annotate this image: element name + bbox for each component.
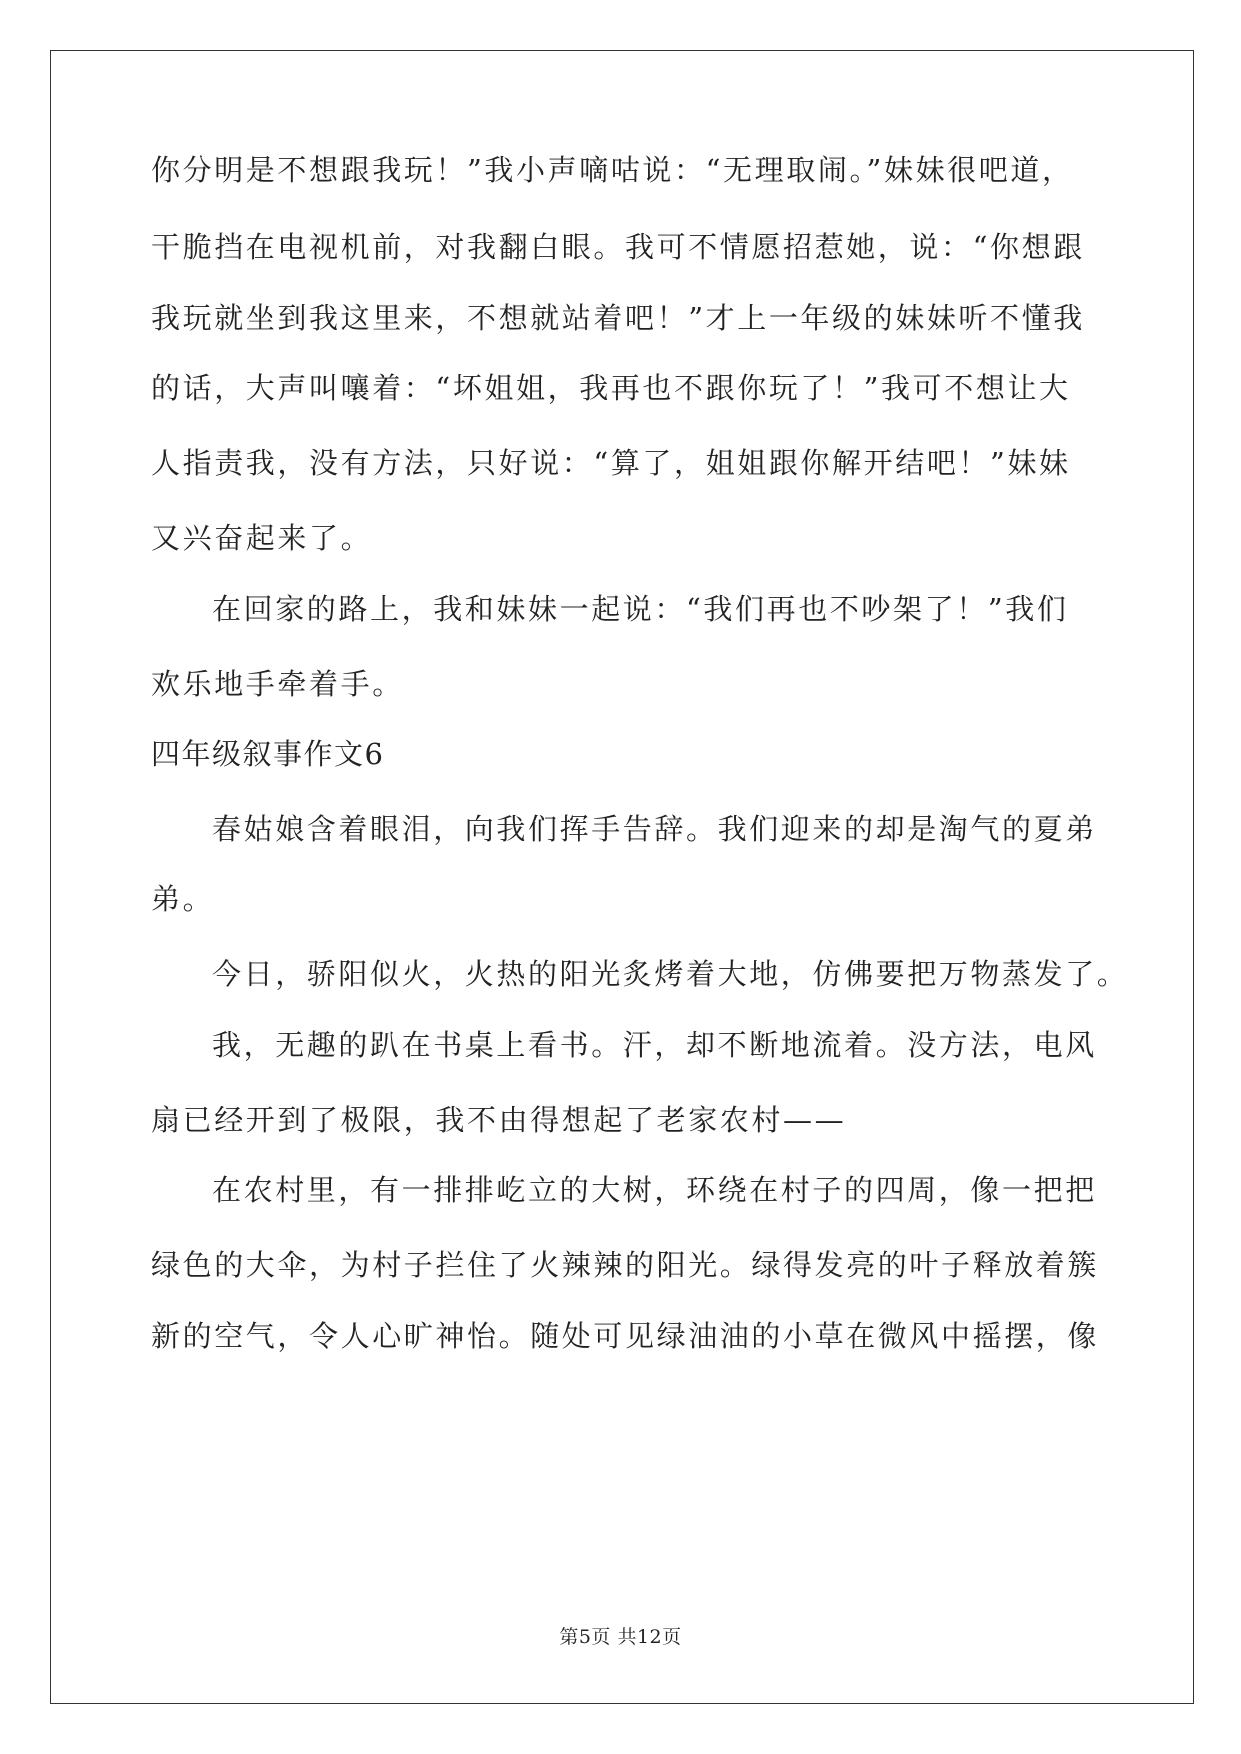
text-line: 今日，骄阳似火，火热的阳光炙烤着大地，仿佛要把万物蒸发了。 (212, 957, 1129, 991)
text-line: 扇已经开到了极限，我不由得想起了老家农村—— (151, 1103, 847, 1137)
text-line: 我玩就坐到我这里来，不想就站着吧！”才上一年级的妹妹听不懂我 (151, 301, 1085, 335)
text-line: 欢乐地手牵着手。 (151, 667, 404, 701)
text-line: 又兴奋起来了。 (151, 521, 373, 555)
text-line: 的话，大声叫嚷着：“坏姐姐，我再也不跟你玩了！”我可不想让大 (151, 371, 1071, 405)
page-number: 第5页 共12页 (559, 1626, 682, 1648)
text-line: 我，无趣的趴在书桌上看书。汗，却不断地流着。没方法，电风 (212, 1028, 1097, 1062)
text-line: 绿色的大伞，为村子拦住了火辣辣的阳光。绿得发亮的叶子释放着簇 (151, 1248, 1100, 1282)
text-line: 人指责我，没有方法，只好说：“算了，姐姐跟你解开结吧！”妹妹 (151, 446, 1071, 480)
section-heading: 四年级叙事作文6 (151, 737, 385, 771)
text-line: 干脆挡在电视机前，对我翻白眼。我可不情愿招惹她，说：“你想跟 (151, 230, 1085, 264)
text-line: 在农村里，有一排排屹立的大树，环绕在村子的四周，像一把把 (212, 1173, 1097, 1207)
text-line: 在回家的路上，我和妹妹一起说：“我们再也不吵架了！”我们 (212, 592, 1069, 626)
text-line: 春姑娘含着眼泪，向我们挥手告辞。我们迎来的却是淘气的夏弟 (212, 812, 1097, 846)
text-line: 新的空气，令人心旷神怡。随处可见绿油油的小草在微风中摇摆，像 (151, 1319, 1100, 1353)
text-line: 弟。 (151, 882, 215, 916)
text-line: 你分明是不想跟我玩！”我小声嘀咕说：“无理取闹。”妹妹很吧道， (151, 153, 1074, 187)
